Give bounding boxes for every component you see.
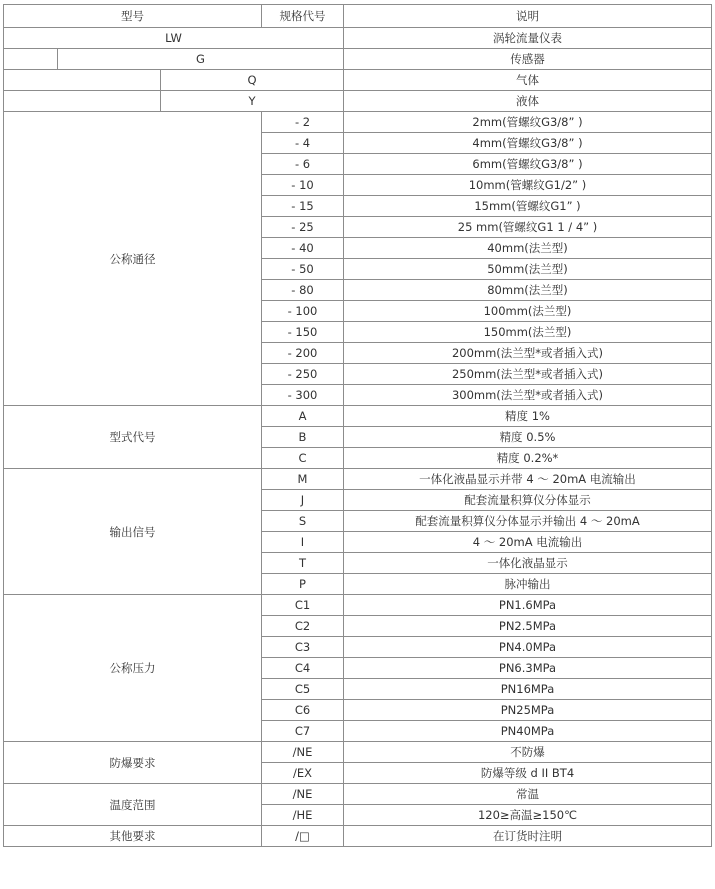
spec-code-cell: C <box>262 448 344 469</box>
y-desc: 液体 <box>344 91 712 112</box>
description-cell: PN40MPa <box>344 721 712 742</box>
group-label-output-signal: 输出信号 <box>4 469 262 595</box>
spec-code-cell: T <box>262 553 344 574</box>
row-q <box>4 70 712 91</box>
description-cell: 80mm(法兰型) <box>344 280 712 301</box>
spec-code-cell: - 10 <box>262 175 344 196</box>
description-cell: 250mm(法兰型*或者插入式) <box>344 364 712 385</box>
description-cell: 50mm(法兰型) <box>344 259 712 280</box>
group-label-explosion-proof: 防爆要求 <box>4 742 262 784</box>
spec-code-cell: - 2 <box>262 112 344 133</box>
spec-code-cell: - 150 <box>262 322 344 343</box>
spec-code-cell: /NE <box>262 742 344 763</box>
table-row <box>4 406 712 427</box>
description-cell: 精度 0.5% <box>344 427 712 448</box>
table-row <box>4 112 712 133</box>
header-row <box>4 5 712 28</box>
spec-code-cell: /EX <box>262 763 344 784</box>
description-cell: PN2.5MPa <box>344 616 712 637</box>
spec-code-cell: M <box>262 469 344 490</box>
row-y <box>4 91 712 112</box>
g-code: G <box>58 49 344 70</box>
group-label-type-code: 型式代号 <box>4 406 262 469</box>
spec-code-cell: C6 <box>262 700 344 721</box>
group-label-temperature: 温度范围 <box>4 784 262 826</box>
description-cell: 40mm(法兰型) <box>344 238 712 259</box>
description-cell: 一体化液晶显示 <box>344 553 712 574</box>
description-cell: 配套流量积算仪分体显示并输出 4 ～ 20mA <box>344 511 712 532</box>
description-cell: 120≥高温≥150℃ <box>344 805 712 826</box>
spec-code-cell: - 4 <box>262 133 344 154</box>
spec-code-cell: - 25 <box>262 217 344 238</box>
lw-code: LW <box>4 28 344 49</box>
description-cell: PN1.6MPa <box>344 595 712 616</box>
spec-code-cell: - 15 <box>262 196 344 217</box>
description-cell: 150mm(法兰型) <box>344 322 712 343</box>
spec-code-cell: S <box>262 511 344 532</box>
table-row <box>4 469 712 490</box>
spec-code-cell: - 50 <box>262 259 344 280</box>
table-row <box>4 784 712 805</box>
q-desc: 气体 <box>344 70 712 91</box>
description-cell: 100mm(法兰型) <box>344 301 712 322</box>
spec-code-cell: C7 <box>262 721 344 742</box>
q-indent-cell <box>4 70 161 91</box>
description-cell: PN16MPa <box>344 679 712 700</box>
g-indent-cell <box>4 49 58 70</box>
group-label-nominal-pressure: 公称压力 <box>4 595 262 742</box>
group-label-nominal-diameter: 公称通径 <box>4 112 262 406</box>
description-cell: 4 ～ 20mA 电流输出 <box>344 532 712 553</box>
description-cell: PN6.3MPa <box>344 658 712 679</box>
spec-code-cell: /□ <box>262 826 344 847</box>
spec-code-cell: C3 <box>262 637 344 658</box>
description-cell: 6mm(管螺纹G3/8” ) <box>344 154 712 175</box>
g-desc: 传感器 <box>344 49 712 70</box>
spec-code-cell: C2 <box>262 616 344 637</box>
header-spec-code: 规格代号 <box>262 5 344 28</box>
description-cell: 15mm(管螺纹G1” ) <box>344 196 712 217</box>
description-cell: 配套流量积算仪分体显示 <box>344 490 712 511</box>
table-row <box>4 595 712 616</box>
description-cell: 精度 0.2%* <box>344 448 712 469</box>
description-cell: 防爆等级 d II BT4 <box>344 763 712 784</box>
description-cell: 4mm(管螺纹G3/8” ) <box>344 133 712 154</box>
spec-code-cell: - 80 <box>262 280 344 301</box>
description-cell: PN4.0MPa <box>344 637 712 658</box>
spec-code-cell: - 6 <box>262 154 344 175</box>
y-code: Y <box>161 91 344 112</box>
spec-code-cell: - 200 <box>262 343 344 364</box>
row-lw <box>4 28 712 49</box>
model-selection-table <box>3 4 712 847</box>
spec-code-cell: C1 <box>262 595 344 616</box>
spec-code-cell: /NE <box>262 784 344 805</box>
spec-code-cell: C4 <box>262 658 344 679</box>
spec-code-cell: P <box>262 574 344 595</box>
spec-code-cell: B <box>262 427 344 448</box>
description-cell: 一体化液晶显示并带 4 ～ 20mA 电流输出 <box>344 469 712 490</box>
spec-code-cell: - 100 <box>262 301 344 322</box>
description-cell: 10mm(管螺纹G1/2” ) <box>344 175 712 196</box>
table-row <box>4 826 712 847</box>
spec-code-cell: C5 <box>262 679 344 700</box>
description-cell: 脉冲输出 <box>344 574 712 595</box>
description-cell: 在订货时注明 <box>344 826 712 847</box>
description-cell: 25 mm(管螺纹G1 1 / 4” ) <box>344 217 712 238</box>
row-g <box>4 49 712 70</box>
spec-code-cell: /HE <box>262 805 344 826</box>
spec-code-cell: - 250 <box>262 364 344 385</box>
header-description: 说明 <box>344 5 712 28</box>
description-cell: PN25MPa <box>344 700 712 721</box>
spec-code-cell: - 300 <box>262 385 344 406</box>
spec-code-cell: A <box>262 406 344 427</box>
lw-desc: 涡轮流量仪表 <box>344 28 712 49</box>
description-cell: 200mm(法兰型*或者插入式) <box>344 343 712 364</box>
q-code: Q <box>161 70 344 91</box>
header-model: 型号 <box>4 5 262 28</box>
description-cell: 不防爆 <box>344 742 712 763</box>
spec-code-cell: J <box>262 490 344 511</box>
group-label-other: 其他要求 <box>4 826 262 847</box>
description-cell: 2mm(管螺纹G3/8” ) <box>344 112 712 133</box>
spec-code-cell: - 40 <box>262 238 344 259</box>
table-row <box>4 742 712 763</box>
y-indent-cell <box>4 91 161 112</box>
description-cell: 常温 <box>344 784 712 805</box>
description-cell: 300mm(法兰型*或者插入式) <box>344 385 712 406</box>
spec-code-cell: I <box>262 532 344 553</box>
description-cell: 精度 1% <box>344 406 712 427</box>
